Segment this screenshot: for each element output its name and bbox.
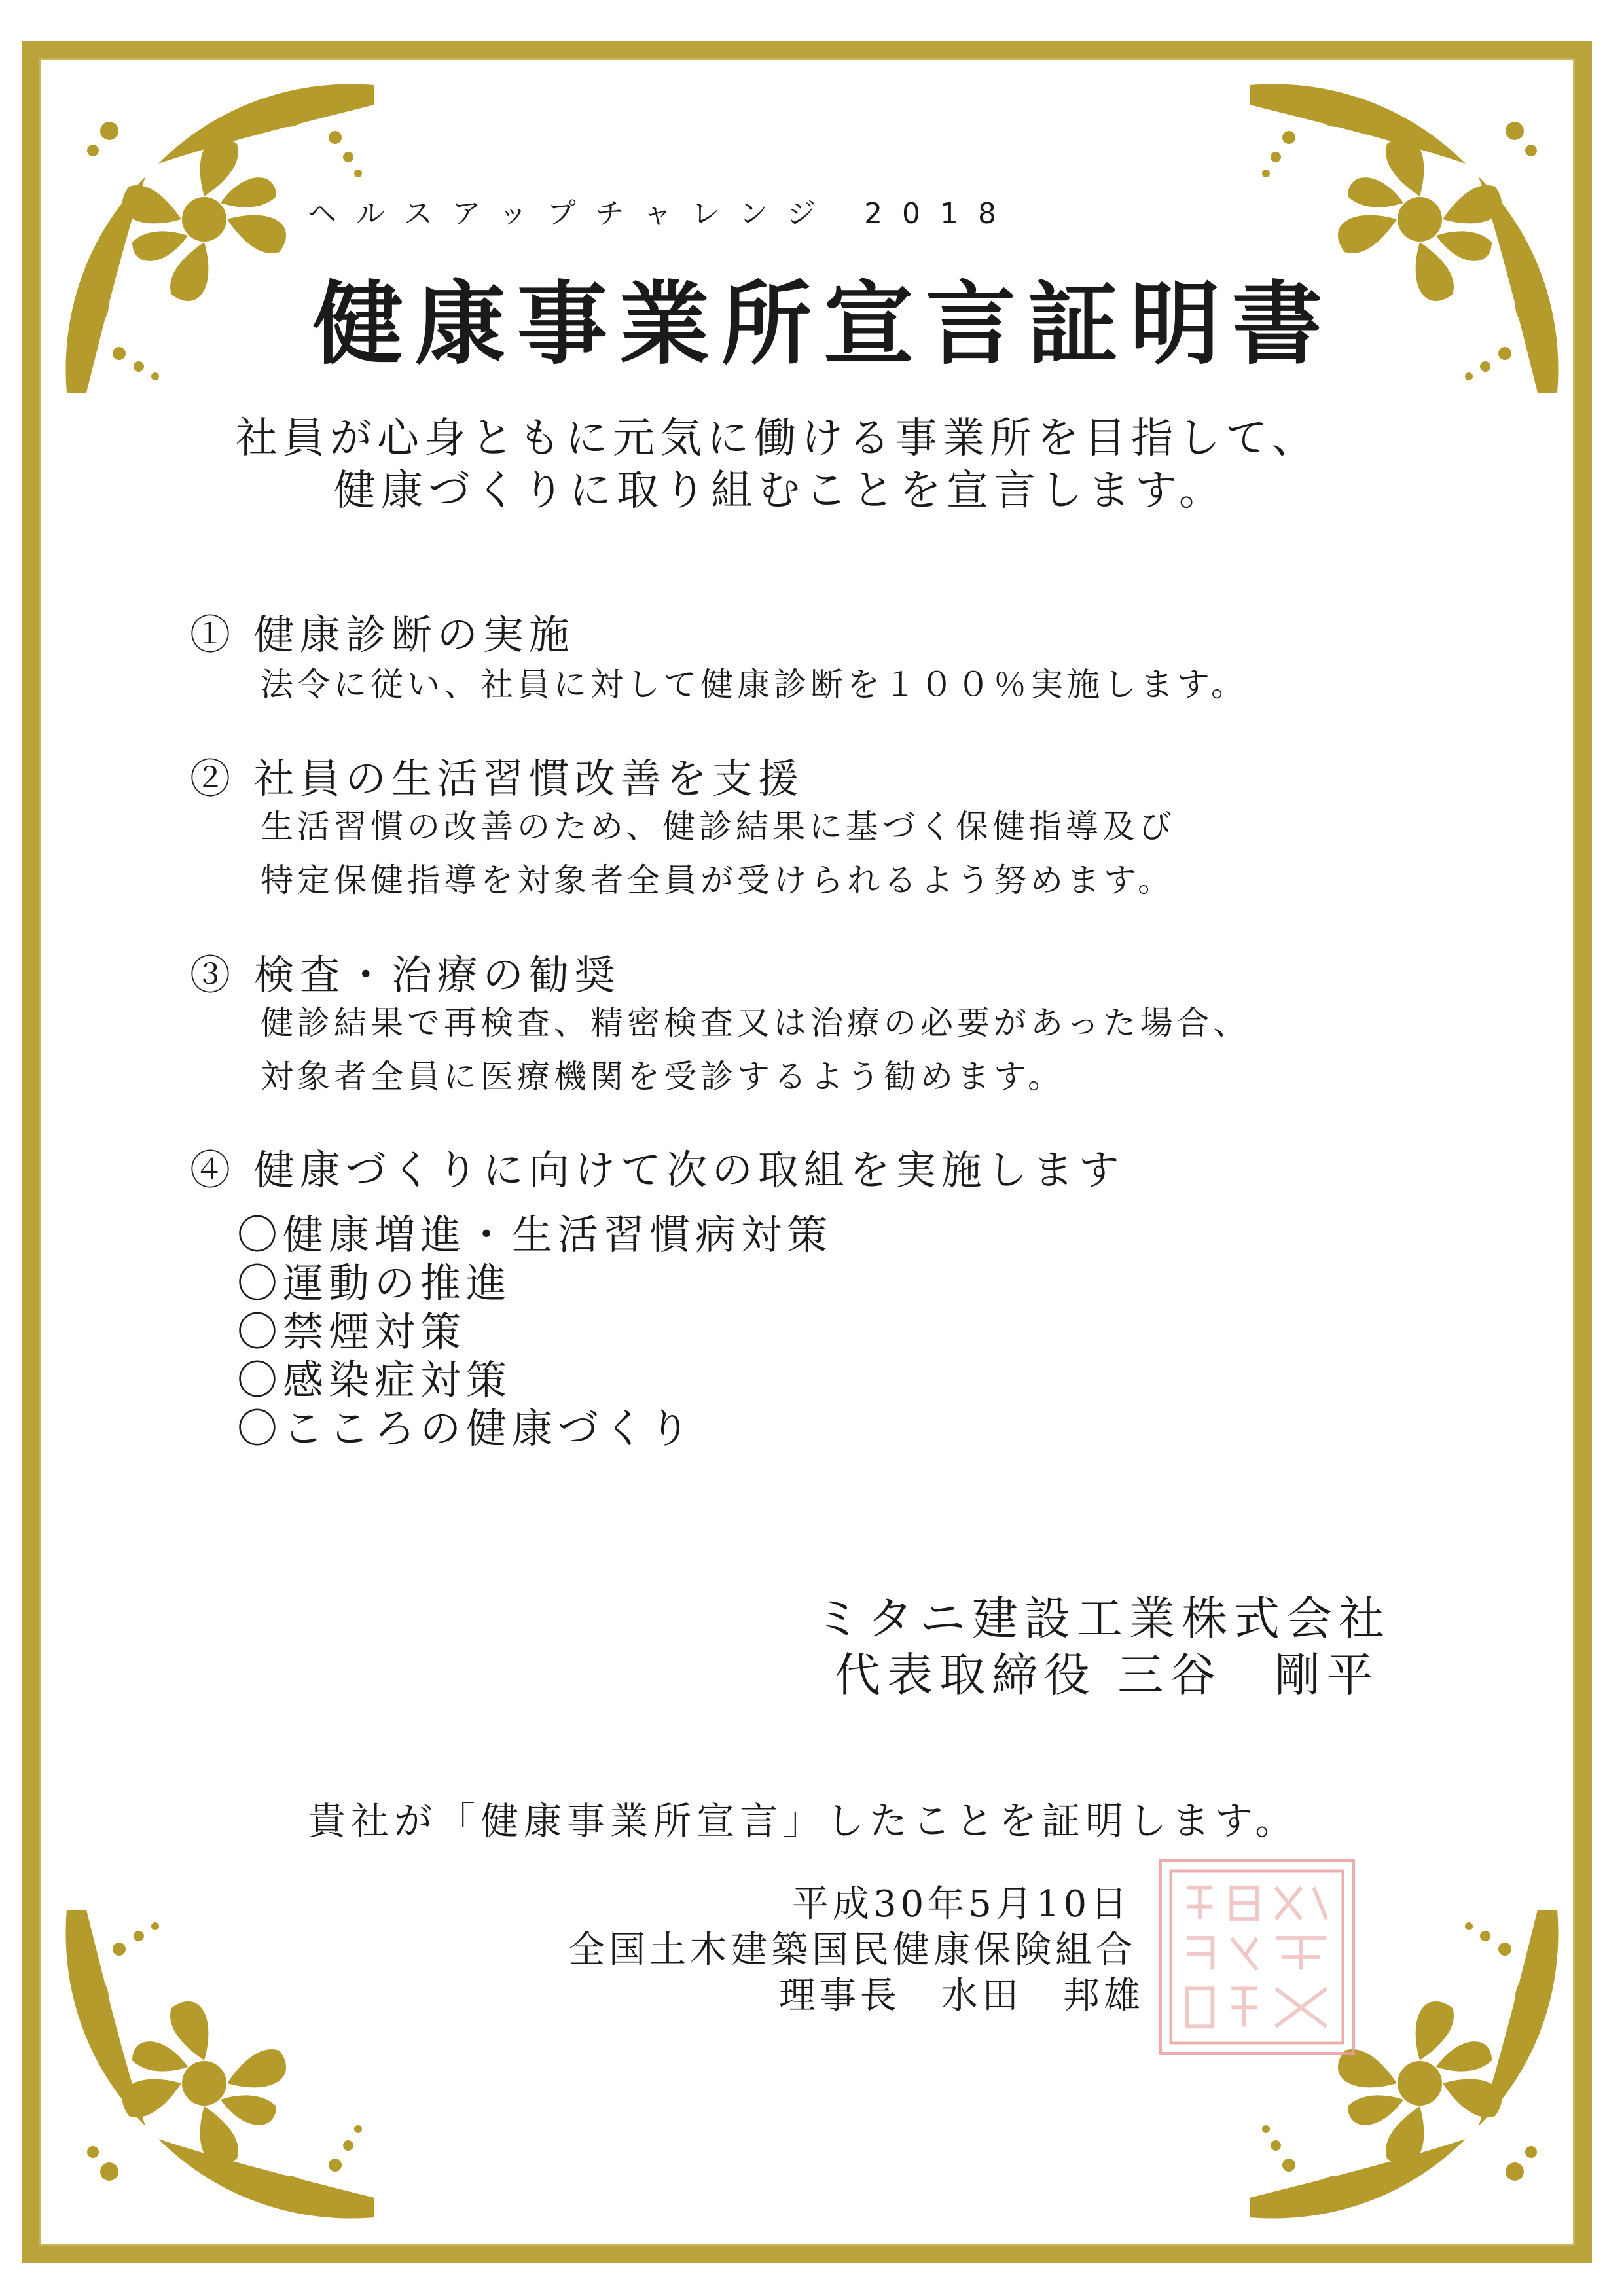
section-1-body: [261, 658, 1248, 711]
list-item: 〇こころの健康づくり: [237, 1405, 696, 1452]
list-item: 〇禁煙対策: [237, 1308, 467, 1355]
certification-statement: 貴社が「健康事業所宣言」したことを証明します。: [308, 1799, 1299, 1843]
issuing-organization: 全国土木建築国民健康保険組合: [568, 1929, 1136, 1971]
corner-ornament-bottom-left: [47, 1897, 388, 2237]
official-seal-stamp: [1159, 1859, 1355, 2055]
section-2-line-2: 特定保健指導を対象者全員が受けられるよう努めます。: [261, 861, 1174, 899]
declarant-signature: [815, 1590, 1391, 1703]
section-3-line-1: 健診結果で再検査、精密検査又は治療の必要があった場合、: [261, 1004, 1250, 1042]
certificate-subtitle: ヘルスアップチャレンジ 2018: [308, 197, 1017, 230]
certificate-title: 健康事業所宣言証明書: [313, 270, 1335, 377]
section-4-heading: ④ 健康づくりに向けて次の取組を実施します: [190, 1146, 1125, 1194]
initiative-list: [237, 1211, 833, 1453]
representative-name: 代表取締役 三谷 剛平: [835, 1648, 1380, 1702]
chairman-name: 理事長 水田 邦雄: [779, 1975, 1144, 2017]
section-2-heading: ② 社員の生活習慣改善を支援: [190, 755, 804, 802]
section-1-line-1: 法令に従い、社員に対して健康診断を１００％実施します。: [261, 666, 1248, 704]
list-item: 〇運動の推進: [237, 1259, 513, 1307]
section-3-heading: ③ 検査・治療の勧奨: [190, 951, 621, 999]
intro-statement: [236, 412, 1319, 517]
certification-date: 平成30年5月10日: [792, 1883, 1132, 1926]
section-2-line-1: 生活習慣の改善のため、健診結果に基づく保健指導及び: [261, 808, 1176, 846]
section-2-body: [261, 800, 1176, 907]
section-1-heading: ① 健康診断の実施: [190, 611, 575, 658]
list-item: 〇感染症対策: [237, 1356, 513, 1404]
section-3-body: [261, 996, 1250, 1103]
section-3-line-2: 対象者全員に医療機関を受診するよう勧めます。: [261, 1058, 1064, 1096]
company-name: ミタニ建設工業株式会社: [815, 1592, 1391, 1645]
intro-line-1: 社員が心身ともに元気に働ける事業所を目指して、: [236, 414, 1319, 463]
list-item: 〇健康増進・生活習慣病対策: [237, 1211, 833, 1259]
intro-line-2: 健康づくりに取り組むことを宣言します。: [334, 467, 1226, 515]
